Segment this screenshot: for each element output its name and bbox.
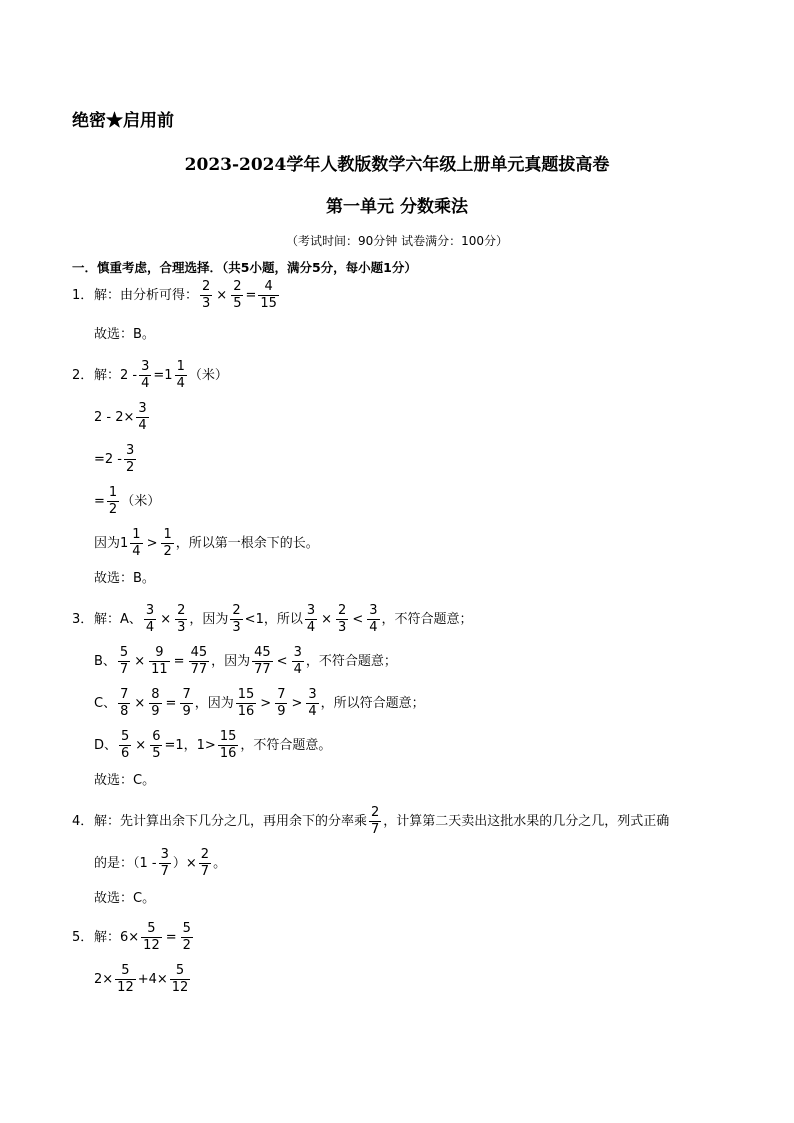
denominator: 3 (232, 620, 241, 635)
q3-line-c (94, 688, 425, 719)
denominator: 5 (152, 746, 161, 761)
denominator: 4 (293, 662, 302, 677)
secret-label: 绝密★启用前 (72, 111, 174, 131)
fraction (144, 604, 156, 635)
q5-text: 2× (94, 972, 114, 987)
q2-line4 (94, 486, 160, 517)
numerator: 15 (219, 729, 237, 744)
q5-number: 5． (72, 930, 94, 945)
q3-text: ，所以符合题意； (320, 696, 425, 711)
numerator: 45 (190, 645, 208, 660)
q3-line-a (72, 604, 473, 635)
denominator: 16 (237, 704, 255, 719)
q3-line-b (94, 646, 397, 677)
q4-text: 的是：（1 - (94, 856, 157, 871)
q2-number: 2． (72, 368, 94, 383)
numerator: 2 (200, 847, 210, 862)
fraction (118, 646, 130, 677)
numerator: 8 (151, 687, 160, 702)
q3-line-d (94, 730, 331, 761)
numerator: 3 (145, 603, 155, 618)
operator: = (165, 930, 177, 945)
q2-line1 (72, 360, 228, 391)
denominator: 3 (202, 296, 211, 311)
denominator: 2 (182, 938, 191, 953)
q4-answer: 故选：C。 (94, 891, 156, 906)
numerator: 1 (163, 527, 172, 542)
numerator: 2 (338, 603, 347, 618)
q4-line2 (94, 848, 226, 879)
operator: × (135, 738, 147, 753)
numerator: 5 (119, 645, 129, 660)
fraction (150, 730, 162, 761)
numerator: 2 (371, 805, 380, 820)
q3-text: ，不符合题意； (381, 612, 473, 627)
q3-text: ，不符合题意。 (240, 738, 332, 753)
q2-text: =1 (153, 368, 173, 383)
denominator: 4 (141, 376, 150, 391)
numerator: 9 (155, 645, 164, 660)
fraction (107, 486, 119, 517)
denominator: 9 (277, 704, 286, 719)
denominator: 8 (120, 704, 129, 719)
q3-text: ，因为 (189, 612, 229, 627)
fraction (306, 688, 318, 719)
numerator: 3 (160, 847, 169, 862)
numerator: 5 (182, 921, 191, 936)
operator: < (352, 612, 364, 627)
numerator: 7 (277, 687, 286, 702)
denominator: 77 (190, 662, 208, 677)
q5-line2 (94, 964, 192, 995)
denominator: 2 (108, 502, 118, 517)
fraction (130, 528, 142, 559)
q2-line2 (94, 402, 151, 433)
fraction (181, 922, 193, 953)
numerator: 45 (254, 645, 271, 660)
denominator: 16 (219, 746, 237, 761)
fraction (170, 964, 191, 995)
q3-text: ，因为 (211, 654, 251, 669)
unit-label: （米） (121, 494, 161, 509)
fraction (119, 730, 131, 761)
fraction (231, 280, 243, 311)
fraction (149, 646, 170, 677)
numerator: 4 (264, 279, 273, 294)
unit-label: （米） (188, 368, 228, 383)
section-heading: 一．慎重考虑，合理选择．（共5小题，满分5分，每小题1分） (72, 260, 417, 275)
page-title: 2023-2024学年人教版数学六年级上册单元真题拔高卷 (184, 155, 610, 175)
operator: > (146, 536, 158, 551)
operator: × (160, 612, 172, 627)
fraction (149, 688, 161, 719)
denominator: 77 (254, 662, 271, 677)
denominator: 12 (171, 980, 189, 995)
q5-text: 解：6× (94, 930, 140, 945)
operator: × (134, 654, 146, 669)
numerator: 3 (293, 645, 302, 660)
numerator: 5 (121, 963, 130, 978)
denominator: 6 (121, 746, 130, 761)
denominator: 2 (126, 460, 135, 475)
fraction (180, 688, 192, 719)
q1-answer: 故选：B。 (94, 327, 155, 342)
denominator: 7 (200, 864, 210, 879)
fraction (115, 964, 136, 995)
fraction (159, 848, 171, 879)
denominator: 2 (163, 544, 172, 559)
denominator: 5 (233, 296, 242, 311)
operator: × (134, 696, 146, 711)
denominator: 4 (306, 620, 316, 635)
fraction (124, 444, 136, 475)
operator: > (260, 696, 272, 711)
numerator: 2 (233, 279, 242, 294)
numerator: 2 (177, 603, 186, 618)
q3-answer: 故选：C。 (94, 773, 156, 788)
operator: = (245, 288, 257, 303)
fraction (218, 730, 239, 761)
q4-text: 。 (213, 856, 227, 871)
numerator: 5 (175, 963, 185, 978)
fraction (230, 604, 242, 635)
exam-info: （考试时间：90分钟 试卷满分：100分） (286, 234, 508, 248)
numerator: 2 (232, 603, 241, 618)
denominator: 4 (145, 620, 155, 635)
fraction (236, 688, 257, 719)
numerator: 3 (126, 443, 135, 458)
q2-line3 (94, 444, 138, 475)
denominator: 11 (151, 662, 168, 677)
q1-text: 解：由分析可得： (94, 288, 199, 303)
fraction (118, 688, 130, 719)
q1-number: 1． (72, 288, 94, 303)
numerator: 5 (121, 729, 130, 744)
q2-text: ，所以第一根余下的长。 (175, 536, 319, 551)
numerator: 1 (108, 485, 118, 500)
fraction (175, 360, 187, 391)
denominator: 4 (176, 376, 185, 391)
numerator: 7 (120, 687, 129, 702)
fraction (189, 646, 210, 677)
q3-text: <1，所以 (244, 612, 303, 627)
fraction (369, 806, 381, 837)
operator: = (173, 654, 185, 669)
q2-text: 因为1 (94, 536, 129, 551)
q2-line5 (94, 528, 319, 559)
numerator: 3 (306, 603, 316, 618)
denominator: 7 (371, 822, 380, 837)
denominator: 4 (369, 620, 378, 635)
numerator: 5 (147, 921, 156, 936)
fraction (161, 528, 173, 559)
fraction (175, 604, 187, 635)
numerator: 3 (308, 687, 317, 702)
denominator: 9 (151, 704, 160, 719)
operator: > (291, 696, 303, 711)
q2-text: = (94, 494, 105, 509)
fraction (141, 922, 162, 953)
fraction (136, 402, 148, 433)
q5-line1 (72, 922, 195, 953)
numerator: 3 (141, 359, 150, 374)
q4-text: ）× (172, 856, 197, 871)
numerator: 2 (202, 279, 211, 294)
q5-text: +4× (137, 972, 168, 987)
numerator: 15 (237, 687, 255, 702)
numerator: 1 (176, 359, 185, 374)
operator: × (321, 612, 333, 627)
denominator: 4 (138, 418, 147, 433)
denominator: 4 (132, 544, 141, 559)
denominator: 3 (177, 620, 186, 635)
q3-text: 解：A、 (94, 612, 142, 627)
denominator: 7 (160, 864, 169, 879)
q3-text: D、 (94, 738, 118, 753)
fraction (275, 688, 287, 719)
denominator: 9 (182, 704, 191, 719)
q3-text: B、 (94, 654, 116, 669)
q2-text: =2 - (94, 452, 122, 467)
q2-text: 2 - 2× (94, 410, 135, 425)
operator: < (276, 654, 288, 669)
fraction (292, 646, 304, 677)
operator: × (216, 288, 228, 303)
denominator: 7 (119, 662, 129, 677)
q2-answer: 故选：B。 (94, 571, 155, 586)
denominator: 12 (117, 980, 134, 995)
numerator: 6 (152, 729, 161, 744)
operator: = (165, 696, 177, 711)
q1-line (72, 280, 281, 311)
q4-text: 解：先计算出余下几分之几，再用余下的分率乘 (94, 814, 368, 829)
numerator: 3 (369, 603, 378, 618)
fraction (200, 280, 212, 311)
fraction (199, 848, 211, 879)
fraction (336, 604, 348, 635)
numerator: 7 (182, 687, 191, 702)
q3-text: C、 (94, 696, 117, 711)
denominator: 15 (260, 296, 277, 311)
q3-number: 3． (72, 612, 94, 627)
fraction (252, 646, 273, 677)
fraction (139, 360, 151, 391)
q3-text: =1，1> (164, 738, 216, 753)
q3-text: ，因为 (194, 696, 234, 711)
fraction (258, 280, 279, 311)
numerator: 3 (138, 401, 147, 416)
fraction (305, 604, 317, 635)
page-subtitle: 第一单元 分数乘法 (326, 197, 468, 217)
q4-line1 (72, 806, 669, 837)
fraction (367, 604, 379, 635)
denominator: 12 (143, 938, 160, 953)
q4-number: 4． (72, 814, 94, 829)
denominator: 4 (308, 704, 317, 719)
q4-text: ，计算第二天卖出这批水果的几分之几，列式正确 (383, 814, 670, 829)
denominator: 3 (338, 620, 347, 635)
q2-text: 解：2 - (94, 368, 138, 383)
q3-text: ，不符合题意； (305, 654, 397, 669)
numerator: 1 (132, 527, 141, 542)
